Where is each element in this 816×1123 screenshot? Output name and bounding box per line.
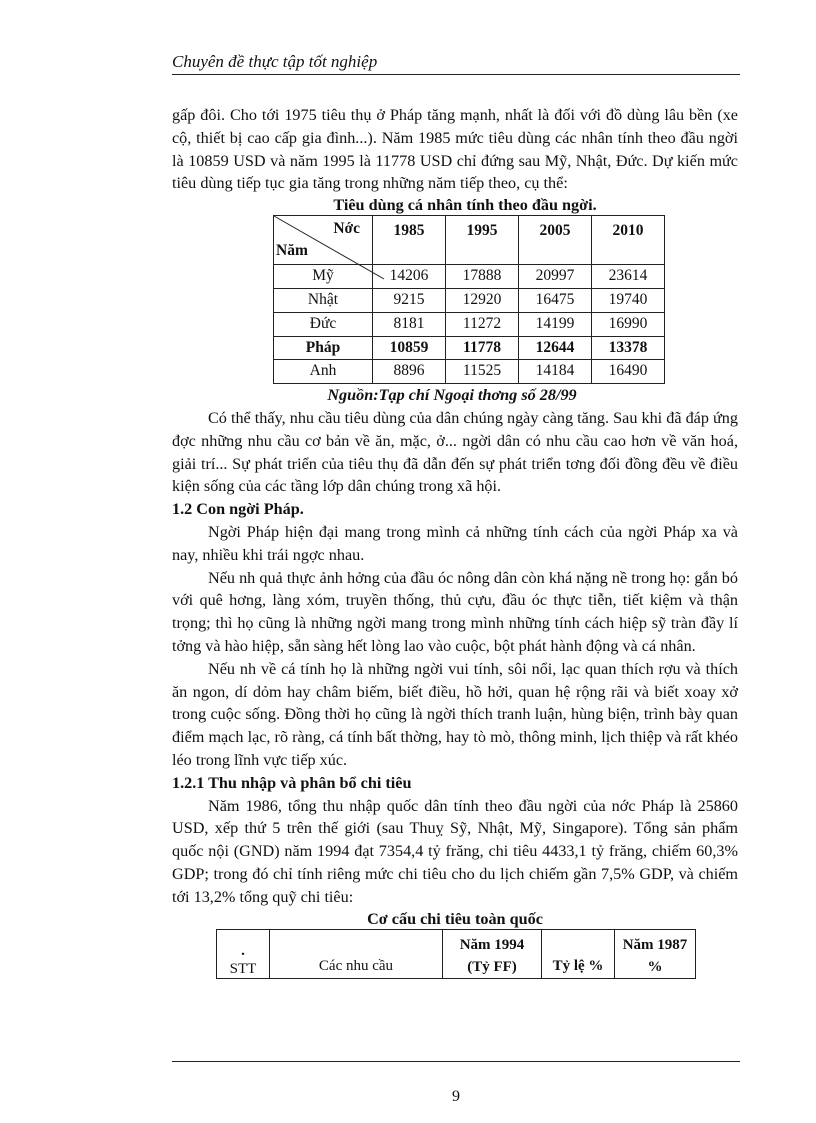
value-cell: 19740	[592, 288, 665, 312]
value-cell: 20997	[519, 265, 592, 289]
corner-label-country: Nớc	[333, 220, 360, 238]
value-cell: 9215	[373, 288, 446, 312]
year-1994-label: Năm 1994	[459, 936, 525, 953]
country-cell: Anh	[274, 360, 373, 384]
table2-header-row	[217, 929, 696, 978]
value-cell: 8181	[373, 312, 446, 336]
value-cell: 14199	[519, 312, 592, 336]
year-1987-header	[615, 929, 696, 978]
country-cell: Pháp	[274, 336, 373, 360]
value-cell: 12644	[519, 336, 592, 360]
paragraph-people-traits: Nếu nh quả thực ảnh hởng của đầu óc nông dân còn khá nặng nề trong họ: gắn bó với quê hơng, làng xóm, truyền thống, thủ cựu, đầu óc thực tiễn, tiết kiệm và thận trọng; thì họ cũng là những ngời mang trong mình những tính cách hiệp sỹ tràn đầy lí tởng và hào hiệp, sẵn sàng hết lòng lao vào cuộc, bột phát hành động và cá nhân.	[172, 568, 738, 655]
table1-corner-cell	[274, 216, 373, 265]
value-cell: 16490	[592, 360, 665, 384]
year-1987-unit: %	[647, 958, 663, 975]
table1-title: Tiêu dùng cá nhân tính theo đầu ngời.	[333, 196, 597, 215]
value-cell: 13378	[592, 336, 665, 360]
paragraph-people-intro: Ngời Pháp hiện đại mang trong mình cả những tính cách của ngời Pháp xa và nay, nhiều khi trái ngợc nhau.	[172, 522, 738, 564]
value-cell: 12920	[446, 288, 519, 312]
page-header-title: Chuyên đề thực tập tốt nghiệp	[172, 52, 378, 71]
value-cell: 11525	[446, 360, 519, 384]
section-heading-people: 1.2 Con ngời Pháp.	[172, 500, 304, 519]
country-cell: Đức	[274, 312, 373, 336]
stt-dot: .	[241, 942, 245, 959]
needs-header: Các nhu cầu	[270, 929, 443, 978]
year-1987-label: Năm 1987	[622, 936, 688, 953]
country-cell: Nhật	[274, 288, 373, 312]
value-cell: 17888	[446, 265, 519, 289]
table-row	[274, 288, 665, 312]
year-header: 2010	[592, 216, 665, 265]
table-row-highlight	[274, 336, 665, 360]
paragraph-income: Năm 1986, tổng thu nhập quốc dân tính theo đầu ngời của nớc Pháp là 25860 USD, xếp thứ 5 trên thế giới (sau Thuỵ Sỹ, Nhật, Mỹ, Singapore). Tổng sản phẩm quốc nội (GND) năm 1994 đạt 7354,4 tỷ frăng, chi tiêu 4433,1 tỷ frăng, chiếm 60,3% GDP; trong đó chỉ tính riêng mức chi tiêu cho du lịch chiếm gần 7,5% GDP, và chiếm tới 13,2% tổng quỹ chi tiêu:	[172, 796, 738, 906]
table-row	[274, 312, 665, 336]
paragraph-people-personality: Nếu nh về cá tính họ là những ngời vui tính, sôi nổi, lạc quan thích rợu và thích ăn ngon, dí dỏm hay châm biếm, biết điều, hồ hởi, quan hệ rộng rãi và biết xoay xở trong cuộc sống. Đồng thời họ cũng là ngời thích tranh luận, hùng biện, trình bày quan điểm mạch lạc, rõ ràng, cá tính bất thờng, hay tò mò, thông minh, lịch thiệp và rất khéo léo trong lĩnh vực tiếp xúc.	[172, 659, 738, 769]
value-cell: 23614	[592, 265, 665, 289]
year-header: 1995	[446, 216, 519, 265]
table-row	[274, 360, 665, 384]
spending-structure-table	[216, 929, 696, 979]
paragraph-consumption: Có thể thấy, nhu cầu tiêu dùng của dân chúng ngày càng tăng. Sau khi đã đáp ứng đợc những nhu cầu cơ bản về ăn, mặc, ở... ngời dân có nhu cầu cao hơn về văn hoá, giải trí... Sự phát triển của tiêu thụ đã dẫn đến sự phát triển tơng đối đồng đều về điều kiện sống của các tầng lớp dân chúng trong xã hội.	[172, 408, 738, 496]
value-cell: 8896	[373, 360, 446, 384]
page-body	[172, 104, 738, 979]
year-1994-header	[443, 929, 542, 978]
value-cell: 14206	[373, 265, 446, 289]
paragraph-intro: gấp đôi. Cho tới 1975 tiêu thụ ở Pháp tăng mạnh, nhất là đối với đồ dùng lâu bền (xe cộ, thiết bị cao cấp gia đình...). Năm 1985 mức tiêu dùng các nhân tính theo đầu ngời là 10859 USD và năm 1995 là 11778 USD chỉ đứng sau Mỹ, Nhật, Đức. Dự kiến mức tiêu dùng tiếp tục gia tăng trong những năm tiếp theo, cụ thể:	[172, 106, 738, 193]
value-cell: 10859	[373, 336, 446, 360]
page-number: 9	[452, 1088, 460, 1105]
value-cell: 16475	[519, 288, 592, 312]
stt-label: STT	[229, 960, 257, 977]
year-header: 1985	[373, 216, 446, 265]
country-cell: Mỹ	[274, 265, 373, 289]
value-cell: 11272	[446, 312, 519, 336]
section-heading-income: 1.2.1 Thu nhập và phân bổ chi tiêu	[172, 773, 412, 792]
table2-title: Cơ cấu chi tiêu toàn quốc	[367, 909, 543, 928]
value-cell: 14184	[519, 360, 592, 384]
corner-label-year: Năm	[276, 242, 308, 260]
ratio-header: Tỷ lệ %	[542, 929, 615, 978]
consumption-table	[273, 215, 665, 384]
header-divider	[172, 74, 740, 75]
table1-source: Nguồn:Tạp chí Ngoại thơng số 28/99	[327, 386, 577, 405]
footer-divider	[172, 1061, 740, 1062]
stt-header	[217, 929, 270, 978]
value-cell: 16990	[592, 312, 665, 336]
year-header: 2005	[519, 216, 592, 265]
year-1994-unit: (Tỷ FF)	[467, 958, 517, 975]
value-cell: 11778	[446, 336, 519, 360]
table1-header-row	[274, 216, 665, 265]
